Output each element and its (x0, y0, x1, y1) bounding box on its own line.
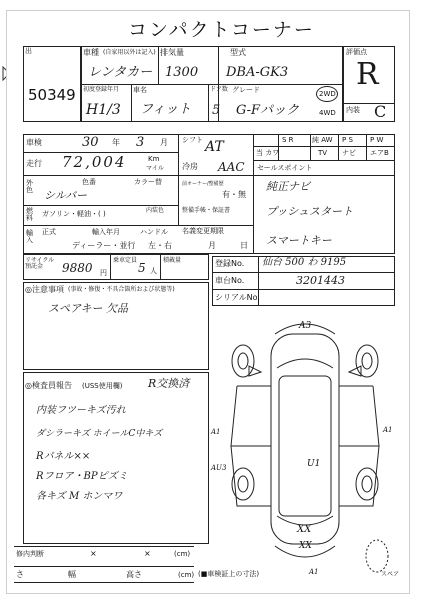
color-change-label: カラー替 (134, 178, 162, 186)
serial-label: シリアルNo. (215, 293, 260, 302)
exterior-color-value: シルバー (44, 189, 87, 202)
chassis-label: 車台No. (215, 276, 245, 285)
doors-value: 5 (212, 103, 221, 118)
lot-label: 出 (25, 47, 32, 55)
equip-tv: TV (318, 149, 328, 157)
inspector-title: ◎検査員報告 (25, 381, 72, 390)
displacement-value: 1300 (165, 65, 199, 80)
shift-label: シフト (182, 136, 203, 144)
diagram-mark-u1: U1 (307, 459, 321, 469)
score-label: 評価点 (346, 48, 367, 56)
lot-box (23, 46, 81, 122)
load-label: 積載量 (163, 257, 182, 264)
diagram-mark-a1-right: A1 (383, 426, 393, 434)
diagram-mark-xx-rear: XX (297, 524, 312, 535)
notes-title: ◎注意事項 (25, 285, 64, 294)
doors-label: ドア数 (210, 86, 228, 93)
car-type-value: レンタカー (88, 65, 153, 80)
import-label: 輸入 (26, 229, 33, 244)
equip-kawa: 当 カワ (256, 149, 280, 157)
repair-cm: (cm) (174, 550, 191, 558)
recycle-unit: 円 (100, 269, 107, 277)
interior-score-label: 内装 (346, 106, 360, 114)
equip-sr: S R (282, 136, 294, 144)
diagram-spare-label: スペア (381, 571, 400, 576)
registration-label: 登録No. (215, 259, 245, 268)
import-type-label: 正式 (42, 228, 56, 236)
recycle-value: 9880 (62, 261, 93, 275)
equip-pw: P W (370, 136, 384, 144)
registration-value: 仙台 500 わ 9195 (262, 257, 347, 268)
recycle-label: リサイクル預託金 (25, 257, 55, 270)
row-label-sa: さ (16, 570, 24, 579)
history-value: 有・無 (222, 190, 246, 199)
selling-point-1: 純正ナビ (266, 180, 310, 193)
interior-score-value: C (374, 102, 387, 121)
inspector-item-0: R交換済 (148, 377, 190, 390)
row-cm: (cm) (178, 571, 195, 579)
row-label-height: 高さ (126, 570, 142, 579)
first-reg-label: 初度登録年月 (83, 86, 120, 93)
equip-navi: ナビ (342, 149, 356, 157)
diagram-mark-a3: A3 (299, 321, 312, 331)
drive-2wd-label: 2WD (319, 90, 336, 98)
aircon-label: 冷房 (182, 162, 198, 171)
score-value: R (356, 57, 379, 92)
car-name-label: 車名 (133, 86, 147, 94)
history-note: 整備手帳・保証書 (182, 207, 231, 214)
selling-points-title: セールスポイント (257, 164, 313, 172)
mileage-value: 72,004 (62, 153, 127, 171)
inspector-item-3: Rパネル×× (36, 451, 91, 462)
model-label: 型式 (230, 48, 246, 57)
shift-value: AT (205, 139, 224, 155)
grade-label: グレード (232, 86, 260, 94)
car-type-note: (自家用以外は記入) (103, 49, 156, 56)
shaken-label: 車検 (26, 138, 42, 147)
mile-label: マイル (146, 165, 164, 172)
equip-aw: 純 AW (312, 136, 333, 144)
diagram-mark-au3: AU3 (211, 464, 227, 472)
model-value: DBA-GK3 (226, 65, 289, 80)
mileage-label: 走行 (26, 159, 42, 168)
car-name-value: フィット (140, 102, 191, 117)
fuel-value: ガソリン・軽油・( ) (42, 210, 106, 218)
diagram-mark-xx-bumper: XX (299, 541, 312, 551)
inspector-item-5: 各キズ M ホンマワ (36, 491, 123, 502)
selling-point-3: スマートキー (266, 234, 332, 247)
inspector-item-4: Rフロア・BPピズミ (36, 471, 128, 482)
inspector-item-2: ダシラーキズ ホイールC中キズ (36, 429, 163, 439)
inspector-item-1: 内装フツーキズ汚れ (36, 405, 126, 416)
selling-point-2: プッシュスタート (266, 205, 354, 218)
handle-label: ハンドル (140, 228, 168, 236)
grade-value: G-Fパック (236, 103, 300, 118)
capacity-value: 5 (138, 261, 146, 275)
notes-block (23, 282, 209, 370)
fuel-label: 燃料 (26, 207, 33, 222)
first-reg-value: H1/3 (86, 102, 121, 118)
displacement-label: 排気量 (160, 48, 184, 57)
shaken-year-unit: 年 (112, 138, 120, 147)
lot-number: 50349 (28, 86, 76, 104)
repair-label: 修内判断 (16, 550, 44, 558)
capacity-label: 乗車定員 (113, 257, 138, 264)
equip-ps: P S (342, 136, 353, 144)
color-no-label: 色番 (82, 178, 96, 186)
history-label: 前オーナー/整備歴 (182, 181, 224, 187)
car-type-label: 車種 (83, 48, 99, 57)
inspector-subtitle: (USS使用欄) (82, 382, 123, 390)
aircon-value: AAC (218, 160, 245, 174)
exterior-color-label: 外色 (26, 179, 33, 194)
import-date-label: 輸入年月 (92, 228, 120, 236)
equip-airbag: エアB (370, 149, 389, 157)
name-change-day: 日 (240, 241, 248, 250)
dealer-label: ディーラー・並行 (72, 241, 136, 250)
sheet-title: コンパクトコーナー (128, 19, 315, 41)
km-label: Km (148, 155, 160, 163)
name-change-month: 月 (208, 241, 216, 250)
capacity-unit: 人 (150, 267, 157, 275)
left-right-label: 左・右 (148, 241, 172, 250)
notes-value: スペアキー 欠品 (48, 302, 129, 315)
diagram-mark-a1-left: A1 (211, 428, 221, 436)
chassis-value: 3201443 (296, 274, 345, 287)
repair-x1: × (90, 549, 97, 558)
interior-color-label: 内装色 (146, 207, 165, 214)
dimensions-note: (■車検証上の寸法) (198, 570, 260, 578)
diagram-mark-a1-bottom: A1 (309, 568, 319, 576)
shaken-month: 3 (136, 135, 145, 150)
repair-x2: × (144, 549, 151, 558)
name-change-label: 名義変更期限 (182, 227, 224, 235)
shaken-year: 30 (82, 135, 99, 150)
shaken-month-unit: 月 (160, 138, 168, 147)
drive-4wd-label: 4WD (319, 109, 336, 117)
row-label-width: 幅 (68, 570, 76, 579)
car-damage-diagram (209, 306, 401, 576)
notes-subtitle: (事故・修復・不具合箇所および状態等) (68, 286, 175, 293)
